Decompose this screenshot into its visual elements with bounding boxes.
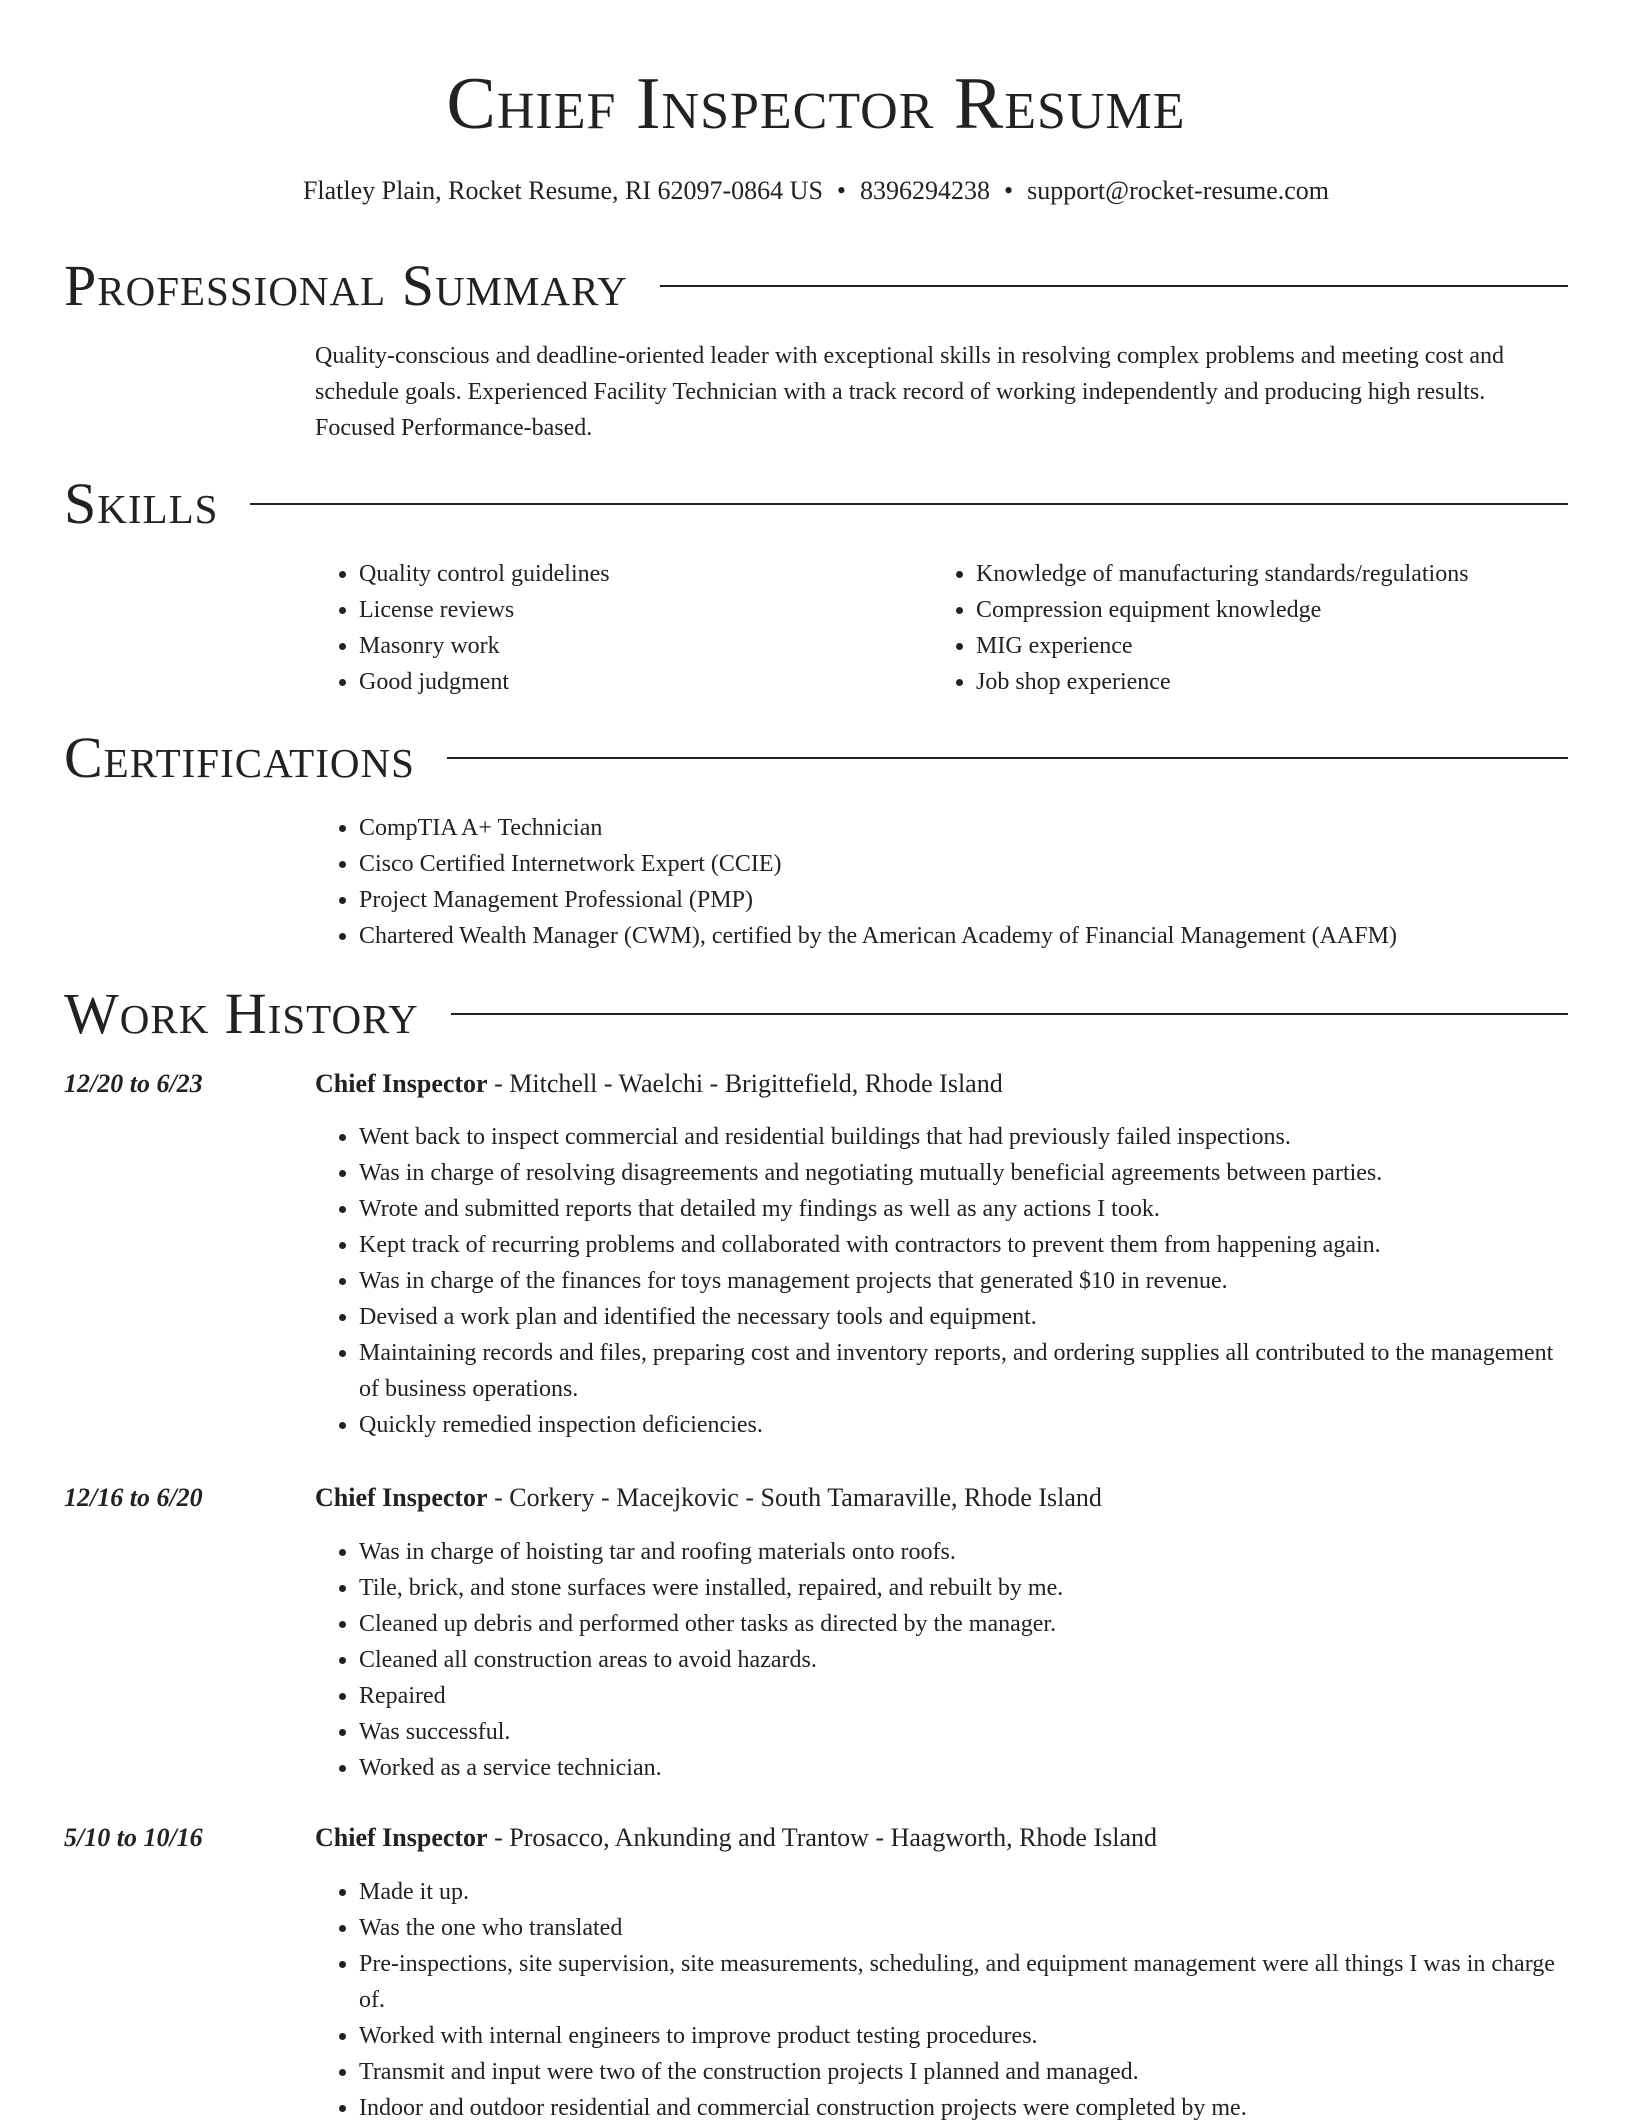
job-employer: - Corkery - Macejkovic - South Tamaraville, Rhode Island	[487, 1483, 1102, 1512]
job-bullet: • Tile, brick, and stone surfaces were installed, repaired, and rebuilt by me.	[359, 1570, 1568, 1606]
job-employer: - Mitchell - Waelchi - Brigittefield, Rhode Island	[487, 1069, 1003, 1098]
skill-item: • Good judgment	[359, 664, 935, 700]
section-rule	[250, 503, 1568, 505]
job-bullet: • Wrote and submitted reports that detailed my findings as well as any actions I took.	[359, 1191, 1568, 1227]
job-dates: 12/20 to 6/23	[64, 1069, 203, 1098]
contact-separator: •	[836, 176, 847, 205]
skill-item: • Job shop experience	[976, 664, 1552, 700]
contact-phone: 8396294238	[860, 176, 991, 205]
work-section-header	[64, 982, 1568, 1046]
job-bullet: • Indoor and outdoor residential and commercial construction projects were completed by me.	[359, 2090, 1568, 2126]
job-bullet: • Worked with internal engineers to improve product testing procedures.	[359, 2018, 1568, 2054]
job-title: Chief Inspector	[315, 1069, 488, 1098]
job-dates: 12/16 to 6/20	[64, 1483, 203, 1512]
skill-item: • Quality control guidelines	[359, 556, 935, 592]
skills-section-header	[64, 472, 1568, 536]
job-bullets	[315, 1534, 1568, 1786]
job-bullet: • Was the one who translated	[359, 1910, 1568, 1946]
certification-item: • Project Management Professional (PMP)	[359, 882, 1568, 918]
certification-item: • CompTIA A+ Technician	[359, 810, 1568, 846]
job-bullet: • Devised a work plan and identified the necessary tools and equipment.	[359, 1299, 1568, 1335]
skills-left-list	[315, 556, 935, 700]
skill-item: • License reviews	[359, 592, 935, 628]
job-bullet: • Made it up.	[359, 1874, 1568, 1910]
certification-item: • Chartered Wealth Manager (CWM), certified by the American Academy of Financial Management (AAFM)	[359, 918, 1568, 954]
skill-item: • Knowledge of manufacturing standards/regulations	[976, 556, 1552, 592]
skills-right-list	[932, 556, 1552, 700]
job-heading	[315, 1066, 1568, 1102]
job-heading	[315, 1480, 1568, 1516]
job-bullet: • Kept track of recurring problems and collaborated with contractors to prevent them from happening again.	[359, 1227, 1568, 1263]
skills-right-column	[932, 556, 1552, 700]
job-bullet: • Was in charge of resolving disagreements and negotiating mutually beneficial agreements between parties.	[359, 1155, 1568, 1191]
job-bullet: • Went back to inspect commercial and residential buildings that had previously failed inspections.	[359, 1119, 1568, 1155]
certifications-block	[315, 810, 1568, 954]
job-bullet: • Was in charge of hoisting tar and roofing materials onto roofs.	[359, 1534, 1568, 1570]
contact-address: Flatley Plain, Rocket Resume, RI 62097-0864 US	[302, 176, 823, 205]
skill-item: • MIG experience	[976, 628, 1552, 664]
job-bullets	[315, 1119, 1568, 1443]
job-bullet-list	[315, 1874, 1568, 2126]
job-bullet-list	[315, 1534, 1568, 1786]
job-employer: - Prosacco, Ankunding and Trantow - Haagworth, Rhode Island	[487, 1823, 1158, 1852]
job-bullet: • Pre-inspections, site supervision, site measurements, scheduling, and equipment management were all things I was in charge of.	[359, 1946, 1568, 2018]
contact-separator: •	[1004, 176, 1014, 205]
job-bullet-list	[315, 1119, 1568, 1443]
job-title: Chief Inspector	[315, 1823, 488, 1852]
certification-item: • Cisco Certified Internetwork Expert (CCIE)	[359, 846, 1568, 882]
skill-item: • Compression equipment knowledge	[976, 592, 1552, 628]
certifications-heading: Certifications	[64, 725, 415, 790]
job-bullet: • Worked as a service technician.	[359, 1750, 1568, 1786]
job-bullets	[315, 1874, 1568, 2126]
job-bullet: • Cleaned all construction areas to avoid hazards.	[359, 1642, 1568, 1678]
skills-left-column	[315, 556, 935, 700]
section-rule	[451, 1013, 1568, 1015]
job-bullet: • Was successful.	[359, 1714, 1568, 1750]
summary-heading: Professional Summary	[64, 253, 628, 318]
certifications-section-header	[64, 726, 1568, 790]
section-rule	[447, 757, 1568, 759]
job-bullet: • Repaired	[359, 1678, 1568, 1714]
resume-title: Chief Inspector Resume	[446, 63, 1186, 145]
job-dates: 5/10 to 10/16	[64, 1823, 203, 1852]
job-bullet: • Was in charge of the finances for toys management projects that generated $10 in revenue.	[359, 1263, 1568, 1299]
job-bullet: • Transmit and input were two of the construction projects I planned and managed.	[359, 2054, 1568, 2090]
job-bullet: • Maintaining records and files, preparing cost and inventory reports, and ordering supplies all contributed to the management of business operations.	[359, 1335, 1568, 1407]
job-heading	[315, 1820, 1568, 1856]
job-title: Chief Inspector	[315, 1483, 488, 1512]
skills-heading: Skills	[64, 471, 219, 536]
work-heading: Work History	[64, 981, 419, 1046]
summary-section-header	[64, 254, 1568, 318]
job-bullet: • Cleaned up debris and performed other tasks as directed by the manager.	[359, 1606, 1568, 1642]
section-rule	[660, 285, 1568, 287]
job-bullet: • Quickly remedied inspection deficiencies.	[359, 1407, 1568, 1443]
certifications-list	[315, 810, 1568, 954]
contact-email: support@rocket-resume.com	[1027, 176, 1330, 205]
summary-text: Quality-conscious and deadline-oriented leader with exceptional skills in resolving complex problems and meeting cost and schedule goals. Experienced Facility Technician with a track record of working independently and producing high results. Focused Performance-based.	[315, 343, 1505, 441]
skill-item: • Masonry work	[359, 628, 935, 664]
contact-line	[0, 174, 1632, 208]
